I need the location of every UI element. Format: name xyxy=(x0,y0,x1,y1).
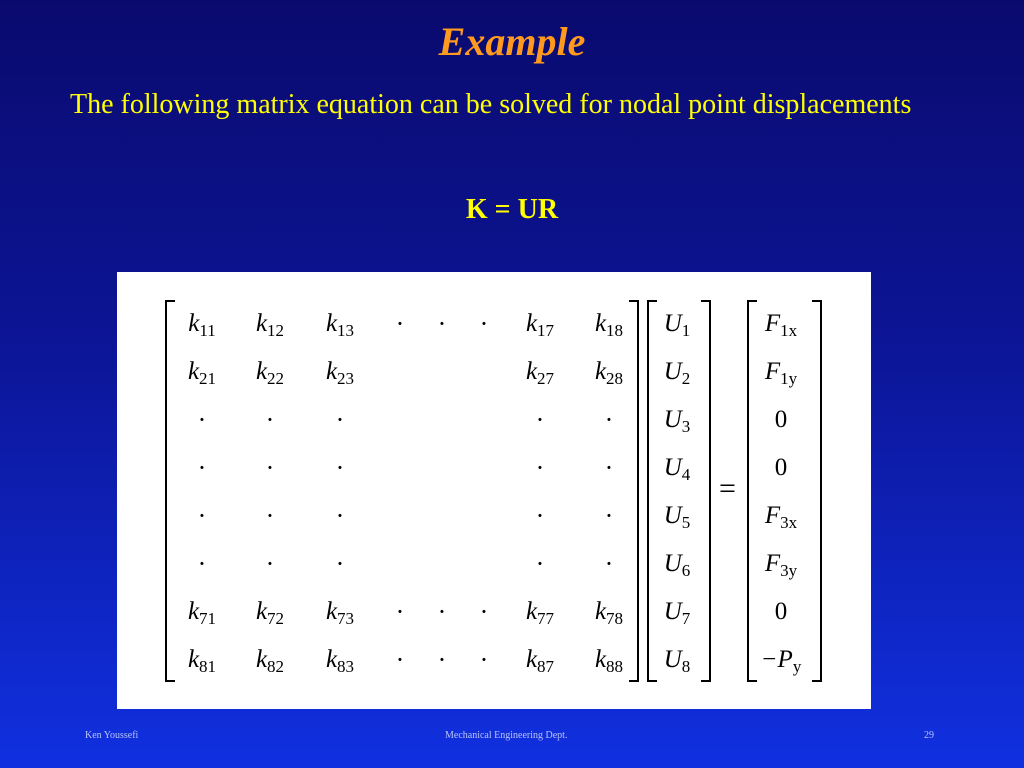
k-matrix-entry-symbol: k xyxy=(325,310,338,337)
k-matrix-entry-symbol: k xyxy=(594,358,607,385)
k-matrix-entry-subscript: 82 xyxy=(267,657,285,676)
k-matrix-entry: · xyxy=(335,549,345,578)
k-matrix-entry: · xyxy=(437,645,447,674)
f-vector-entry-subscript: 3y xyxy=(780,561,798,580)
k-matrix-entry xyxy=(235,645,305,675)
k-matrix-entry xyxy=(235,357,305,387)
f-vector-entry-symbol: F xyxy=(764,358,781,385)
k-matrix-entry: · xyxy=(265,453,275,482)
k-matrix-entry-subscript: 72 xyxy=(267,609,285,628)
k-matrix-entry-symbol: k xyxy=(594,598,607,625)
k-matrix-entry-symbol: k xyxy=(525,310,538,337)
f-vector-entry xyxy=(746,645,816,675)
k-matrix-entry: · xyxy=(395,309,405,338)
k-matrix-entry: · xyxy=(335,405,345,434)
k-matrix-entry xyxy=(167,645,237,675)
u-vector-entry xyxy=(642,597,712,627)
k-matrix-entry xyxy=(505,309,575,339)
k-matrix-entry-subscript: 28 xyxy=(606,369,624,388)
u-vector-entry-symbol: U xyxy=(663,646,682,673)
k-matrix-entry-subscript: 87 xyxy=(537,657,555,676)
matrix-panel xyxy=(117,272,871,709)
k-matrix-entry-symbol: k xyxy=(325,598,338,625)
footer-author: Ken Youssefi xyxy=(85,730,139,741)
k-matrix-entry-symbol: k xyxy=(525,646,538,673)
k-matrix-entry-subscript: 13 xyxy=(337,321,355,340)
k-matrix-entry: · xyxy=(395,597,405,626)
u-vector-entry xyxy=(642,453,712,483)
f-vector-entry-symbol: 0 xyxy=(774,454,788,481)
k-matrix-entry-subscript: 81 xyxy=(199,657,217,676)
k-matrix-entry-symbol: k xyxy=(187,598,200,625)
k-matrix-entry-subscript: 18 xyxy=(606,321,624,340)
k-matrix-entry-subscript: 11 xyxy=(199,321,216,340)
f-vector-entry xyxy=(746,309,816,339)
f-vector-entry xyxy=(746,597,816,627)
k-matrix-entry-subscript: 27 xyxy=(537,369,555,388)
u-vector-entry xyxy=(642,309,712,339)
k-matrix-entry-symbol: k xyxy=(187,358,200,385)
equals-sign: = xyxy=(719,472,736,505)
k-matrix-entry-symbol: k xyxy=(188,310,200,337)
f-vector-entry-subscript: 3x xyxy=(780,513,798,532)
k-matrix-entry xyxy=(167,357,237,387)
k-matrix-entry xyxy=(167,309,237,339)
u-vector-entry-symbol: U xyxy=(663,598,682,625)
k-matrix-entry: · xyxy=(604,405,614,434)
k-matrix-entry xyxy=(505,357,575,387)
u-vector-entry-subscript: 6 xyxy=(681,561,691,580)
k-matrix-entry-symbol: k xyxy=(255,358,268,385)
u-vector-entry-symbol: U xyxy=(663,406,682,433)
k-matrix-entry-subscript: 22 xyxy=(267,369,285,388)
u-vector-entry-subscript: 1 xyxy=(681,321,691,340)
u-vector-entry xyxy=(642,501,712,531)
f-vector-entry-symbol: F xyxy=(764,502,781,529)
k-matrix-entry-symbol: k xyxy=(187,646,200,673)
equation-text: K = UR xyxy=(465,194,559,225)
k-matrix-entry xyxy=(167,597,237,627)
k-matrix-entry-subscript: 23 xyxy=(337,369,355,388)
k-matrix-entry xyxy=(505,597,575,627)
f-vector-entry xyxy=(746,405,816,435)
f-vector-entry xyxy=(746,357,816,387)
f-vector-entry-symbol: −P xyxy=(760,646,793,673)
k-matrix-entry-symbol: k xyxy=(255,646,268,673)
k-matrix-entry xyxy=(505,645,575,675)
f-vector-entry-subscript: y xyxy=(792,657,802,676)
k-matrix-entry-symbol: k xyxy=(255,310,268,337)
u-vector-entry-symbol: U xyxy=(663,550,682,577)
u-vector-entry-symbol: U xyxy=(663,454,682,481)
u-vector-entry xyxy=(642,549,712,579)
k-matrix-entry xyxy=(235,597,305,627)
u-vector-entry-subscript: 2 xyxy=(681,369,691,388)
k-matrix-entry-subscript: 21 xyxy=(199,369,217,388)
u-vector-entry-symbol: U xyxy=(663,502,682,529)
f-vector-entry xyxy=(746,453,816,483)
f-vector-entry-symbol: 0 xyxy=(774,406,788,433)
f-vector-entry-subscript: 1y xyxy=(780,369,798,388)
u-vector-entry-subscript: 5 xyxy=(681,513,691,532)
k-matrix-entry xyxy=(305,357,375,387)
k-matrix-entry-subscript: 83 xyxy=(337,657,355,676)
k-matrix-entry xyxy=(574,357,644,387)
intro-text: The following matrix equation can be solved for nodal point displacements xyxy=(70,89,912,120)
f-vector-entry xyxy=(746,549,816,579)
k-matrix-entry-subscript: 73 xyxy=(337,609,355,628)
k-matrix-entry: · xyxy=(604,501,614,530)
k-matrix-entry: · xyxy=(535,453,545,482)
u-vector-entry-subscript: 8 xyxy=(681,657,691,676)
f-vector-entry-symbol: F xyxy=(764,550,781,577)
k-matrix-entry: · xyxy=(197,405,207,434)
u-vector-entry-symbol: U xyxy=(663,310,682,337)
k-matrix-entry xyxy=(574,597,644,627)
u-vector-entry xyxy=(642,405,712,435)
k-matrix-entry: · xyxy=(535,405,545,434)
k-matrix-entry-symbol: k xyxy=(255,598,268,625)
u-vector-entry xyxy=(642,357,712,387)
k-matrix-entry-symbol: k xyxy=(325,646,338,673)
k-matrix-entry: · xyxy=(479,645,489,674)
k-matrix-entry xyxy=(235,309,305,339)
k-matrix-entry-subscript: 12 xyxy=(267,321,285,340)
footer-department: Mechanical Engineering Dept. xyxy=(445,730,568,741)
k-matrix-entry xyxy=(574,309,644,339)
k-matrix-entry-symbol: k xyxy=(594,646,607,673)
k-matrix-entry-symbol: k xyxy=(325,358,338,385)
u-vector-entry-subscript: 4 xyxy=(681,465,691,484)
k-matrix-entry: · xyxy=(535,549,545,578)
u-vector-entry xyxy=(642,645,712,675)
k-matrix-entry-subscript: 71 xyxy=(199,609,217,628)
k-matrix-entry: · xyxy=(437,309,447,338)
k-matrix-entry: · xyxy=(197,453,207,482)
u-vector-entry-subscript: 3 xyxy=(681,417,691,436)
f-vector-entry xyxy=(746,501,816,531)
k-matrix-entry: · xyxy=(479,597,489,626)
f-vector-entry-symbol: F xyxy=(764,310,781,337)
footer-page-number: 29 xyxy=(924,730,934,741)
k-matrix-entry-symbol: k xyxy=(594,310,607,337)
k-matrix-entry: · xyxy=(335,453,345,482)
k-matrix-entry: · xyxy=(265,501,275,530)
k-matrix-entry: · xyxy=(535,501,545,530)
f-vector-entry-subscript: 1x xyxy=(780,321,798,340)
k-matrix-entry xyxy=(574,645,644,675)
k-matrix-entry: · xyxy=(197,549,207,578)
k-matrix-entry: · xyxy=(265,549,275,578)
k-matrix-entry: · xyxy=(395,645,405,674)
k-matrix-entry-symbol: k xyxy=(525,598,538,625)
f-vector-entry-symbol: 0 xyxy=(774,598,788,625)
k-matrix-entry-subscript: 78 xyxy=(606,609,624,628)
k-matrix-entry-subscript: 88 xyxy=(606,657,624,676)
slide-title: Example xyxy=(438,19,586,64)
k-matrix-entry: · xyxy=(335,501,345,530)
k-matrix-entry: · xyxy=(437,597,447,626)
k-matrix-entry: · xyxy=(265,405,275,434)
k-matrix-entry: · xyxy=(604,549,614,578)
k-matrix-entry-subscript: 77 xyxy=(537,609,555,628)
k-matrix-entry-subscript: 17 xyxy=(537,321,555,340)
k-matrix-entry: · xyxy=(197,501,207,530)
k-matrix-entry-symbol: k xyxy=(525,358,538,385)
u-vector-entry-symbol: U xyxy=(663,358,682,385)
k-matrix-entry: · xyxy=(479,309,489,338)
k-matrix-entry: · xyxy=(604,453,614,482)
u-vector-entry-subscript: 7 xyxy=(681,609,691,628)
